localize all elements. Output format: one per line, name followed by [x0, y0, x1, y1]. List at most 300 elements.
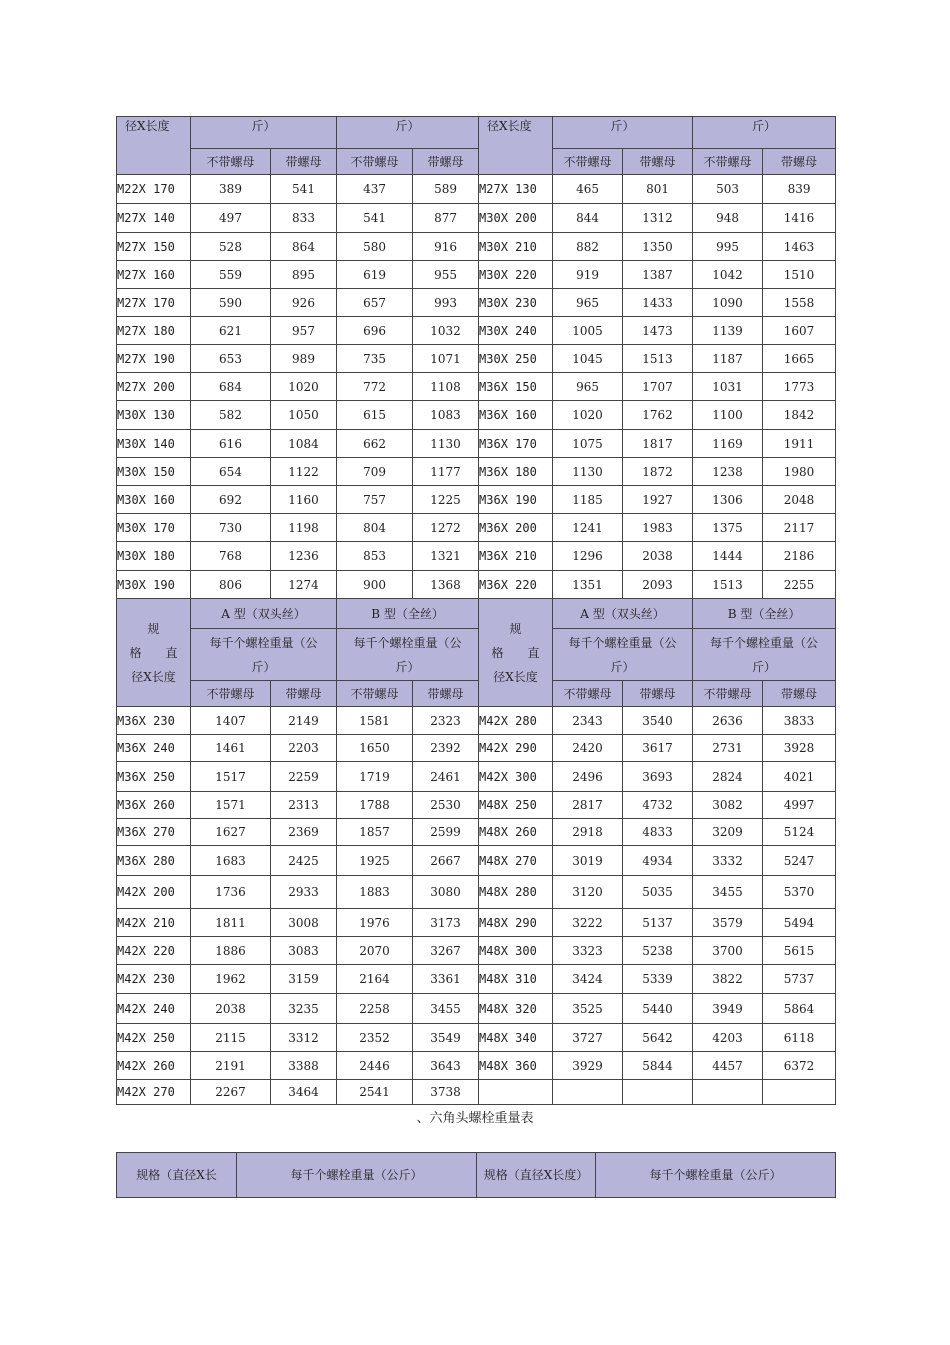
weight-header-a-mid-left [191, 629, 337, 681]
spec-cell: M30X 150 [117, 458, 191, 486]
weight-cell: 1084 [271, 430, 337, 458]
weight-header-b-mid-right [693, 629, 836, 681]
table-row [117, 458, 836, 486]
weight-line: 每千个螺栓重量（公 [353, 635, 462, 650]
spec-header-bottom-left: 规格（直径X长 [117, 1153, 237, 1198]
weight-cell: 1510 [763, 261, 836, 289]
weight-cell: 1872 [623, 458, 693, 486]
weight-cell: 662 [337, 430, 413, 458]
weight-cell: 503 [693, 175, 763, 204]
weight-cell: 1306 [693, 486, 763, 514]
weight-cell: 6372 [763, 1052, 836, 1080]
weight-cell: 497 [191, 204, 271, 233]
weight-cell: 5238 [623, 937, 693, 965]
subheader-cell: 带螺母 [413, 149, 479, 175]
weight-cell: 5124 [763, 819, 836, 846]
spec-cell: M30X 230 [479, 289, 553, 317]
table-row [117, 204, 836, 233]
subheader-cell: 不带螺母 [693, 681, 763, 707]
weight-cell: 1433 [623, 289, 693, 317]
table-row [117, 514, 836, 542]
weight-cell: 1444 [693, 542, 763, 571]
weight-cell: 804 [337, 514, 413, 542]
weight-cell: 2636 [693, 707, 763, 735]
weight-cell: 1225 [413, 486, 479, 514]
weight-cell: 1187 [693, 345, 763, 373]
spec-cell: M30X 200 [479, 204, 553, 233]
weight-cell: 926 [271, 289, 337, 317]
weight-cell: 580 [337, 233, 413, 261]
mid-header [117, 599, 836, 707]
weight-cell: 1817 [623, 430, 693, 458]
weight-cell: 1122 [271, 458, 337, 486]
spec-cell: M36X 200 [479, 514, 553, 542]
spec-cell: M36X 210 [479, 542, 553, 571]
weight-cell: 4457 [693, 1052, 763, 1080]
weight-cell: 1321 [413, 542, 479, 571]
spec-cell: M36X 240 [117, 735, 191, 762]
table-row [117, 909, 836, 937]
weight-cell: 1020 [271, 373, 337, 401]
weight-cell: 1387 [623, 261, 693, 289]
weight-cell: 957 [271, 317, 337, 345]
weight-cell: 3928 [763, 735, 836, 762]
weight-cell: 1788 [337, 792, 413, 819]
spec-cell: M36X 250 [117, 762, 191, 792]
weight-cell: 768 [191, 542, 271, 571]
weight-cell: 541 [271, 175, 337, 204]
weight-cell: 1236 [271, 542, 337, 571]
weight-cell: 1461 [191, 735, 271, 762]
spec-cell: M30X 140 [117, 430, 191, 458]
weight-cell: 1517 [191, 762, 271, 792]
weight-cell: 389 [191, 175, 271, 204]
spec-cell: M42X 290 [479, 735, 553, 762]
subheader-cell: 带螺母 [763, 681, 836, 707]
weight-cell: 1927 [623, 486, 693, 514]
weight-line: 斤） [610, 659, 635, 674]
weight-cell: 1607 [763, 317, 836, 345]
weight-cell: 4997 [763, 792, 836, 819]
weight-cell: 616 [191, 430, 271, 458]
weight-cell [763, 1080, 836, 1105]
weight-cell: 3082 [693, 792, 763, 819]
spec-cell: M42X 300 [479, 762, 553, 792]
weight-cell: 3080 [413, 876, 479, 909]
table-row [117, 289, 836, 317]
table-row [117, 1052, 836, 1080]
table-row [117, 261, 836, 289]
weight-cell: 5844 [623, 1052, 693, 1080]
spec-cell: M48X 320 [479, 994, 553, 1024]
type-a-header-left: A 型（双头丝） [191, 599, 337, 629]
spec-cell: M30X 170 [117, 514, 191, 542]
table-row [117, 994, 836, 1024]
weight-cell: 2667 [413, 846, 479, 876]
spec-cell: M48X 280 [479, 876, 553, 909]
subheader-cell: 带螺母 [623, 149, 693, 175]
spec-cell: M42X 260 [117, 1052, 191, 1080]
weight-cell: 3323 [553, 937, 623, 965]
table-row [117, 792, 836, 819]
spec-cell: M42X 210 [117, 909, 191, 937]
subheader-cell: 不带螺母 [191, 681, 271, 707]
weight-cell: 4934 [623, 846, 693, 876]
weight-cell: 919 [553, 261, 623, 289]
weight-cell: 3332 [693, 846, 763, 876]
weight-cell: 5035 [623, 876, 693, 909]
weight-cell: 900 [337, 571, 413, 599]
type-b-header-right: B 型（全丝） [693, 599, 836, 629]
weight-line: 每千个螺栓重量（公 [710, 635, 819, 650]
weight-cell: 2186 [763, 542, 836, 571]
spec-cell: M48X 260 [479, 819, 553, 846]
spec-cell: M30X 160 [117, 486, 191, 514]
weight-cell: 2461 [413, 762, 479, 792]
spec-label-line: 规 [147, 621, 160, 636]
weight-cell: 3643 [413, 1052, 479, 1080]
weight-cell: 730 [191, 514, 271, 542]
spec-cell: M27X 140 [117, 204, 191, 233]
weight-cell: 2496 [553, 762, 623, 792]
weight-cell: 1473 [623, 317, 693, 345]
weight-cell: 3267 [413, 937, 479, 965]
weight-cell: 1031 [693, 373, 763, 401]
spec-cell: M27X 150 [117, 233, 191, 261]
weight-header-a-mid-right [553, 629, 693, 681]
weight-cell: 3235 [271, 994, 337, 1024]
spec-cell: M36X 190 [479, 486, 553, 514]
weight-cell: 5440 [623, 994, 693, 1024]
weight-cell: 437 [337, 175, 413, 204]
weight-cell: 2392 [413, 735, 479, 762]
weight-cell: 3455 [693, 876, 763, 909]
table-row [117, 1024, 836, 1052]
weight-cell: 2343 [553, 707, 623, 735]
weight-cell: 3312 [271, 1024, 337, 1052]
spec-cell: M27X 170 [117, 289, 191, 317]
weight-cell: 2352 [337, 1024, 413, 1052]
table-row [117, 735, 836, 762]
top-subheader-row [117, 149, 836, 175]
weight-cell: 3693 [623, 762, 693, 792]
table-row [117, 317, 836, 345]
weight-cell: 2267 [191, 1080, 271, 1105]
spec-label-line: 格 直 [129, 645, 178, 660]
subheader-cell: 不带螺母 [191, 149, 271, 175]
spec-header-bottom-right: 规格（直径X长度） [477, 1153, 596, 1198]
weight-cell: 5615 [763, 937, 836, 965]
spec-cell: M36X 230 [117, 707, 191, 735]
weight-cell: 1980 [763, 458, 836, 486]
weight-cell: 3929 [553, 1052, 623, 1080]
weight-cell: 4203 [693, 1024, 763, 1052]
weight-cell: 3083 [271, 937, 337, 965]
weight-header-b-left: 斤） [337, 117, 479, 149]
weight-cell: 1083 [413, 401, 479, 430]
weight-cell: 2149 [271, 707, 337, 735]
spec-header-right: 径X长度 [479, 117, 553, 175]
weight-header-b-mid-left [337, 629, 479, 681]
weight-cell: 844 [553, 204, 623, 233]
weight-cell: 590 [191, 289, 271, 317]
weight-cell: 2530 [413, 792, 479, 819]
table-row [117, 486, 836, 514]
spec-cell: M30X 190 [117, 571, 191, 599]
spec-cell: M30X 180 [117, 542, 191, 571]
weight-cell: 3388 [271, 1052, 337, 1080]
weight-cell: 2117 [763, 514, 836, 542]
weight-cell: 528 [191, 233, 271, 261]
weight-cell: 965 [553, 373, 623, 401]
subheader-cell: 不带螺母 [337, 681, 413, 707]
weight-cell: 1683 [191, 846, 271, 876]
subheader-cell: 带螺母 [271, 681, 337, 707]
weight-cell: 839 [763, 175, 836, 204]
weight-header-bottom-right: 每千个螺栓重量（公斤） [596, 1153, 836, 1198]
spec-cell: M30X 220 [479, 261, 553, 289]
spec-cell: M27X 200 [117, 373, 191, 401]
weight-header-a-right: 斤） [553, 117, 693, 149]
weight-cell [623, 1080, 693, 1105]
spec-cell: M42X 280 [479, 707, 553, 735]
subheader-cell: 带螺母 [623, 681, 693, 707]
subheader-cell: 不带螺母 [337, 149, 413, 175]
weight-cell: 1707 [623, 373, 693, 401]
weight-cell: 619 [337, 261, 413, 289]
weight-line: 斤） [251, 659, 276, 674]
weight-cell: 1736 [191, 876, 271, 909]
table-row [117, 819, 836, 846]
weight-line: 每千个螺栓重量（公 [568, 635, 677, 650]
weight-cell: 2259 [271, 762, 337, 792]
weight-cell: 3019 [553, 846, 623, 876]
weight-cell: 3579 [693, 909, 763, 937]
weight-cell: 1571 [191, 792, 271, 819]
weight-cell: 2203 [271, 735, 337, 762]
table-row [117, 707, 836, 735]
spec-header-mid-right [479, 599, 553, 707]
top-header-row [117, 117, 836, 149]
weight-cell: 4021 [763, 762, 836, 792]
weight-cell: 1169 [693, 430, 763, 458]
spec-cell: M30X 130 [117, 401, 191, 430]
weight-cell: 965 [553, 289, 623, 317]
spec-cell: M36X 160 [479, 401, 553, 430]
spec-cell: M42X 220 [117, 937, 191, 965]
spec-cell: M42X 240 [117, 994, 191, 1024]
weight-cell: 3833 [763, 707, 836, 735]
weight-cell: 3173 [413, 909, 479, 937]
weight-cell: 1130 [413, 430, 479, 458]
weight-cell: 853 [337, 542, 413, 571]
weight-cell: 1139 [693, 317, 763, 345]
weight-cell: 2369 [271, 819, 337, 846]
weight-cell: 1350 [623, 233, 693, 261]
weight-cell: 2599 [413, 819, 479, 846]
spec-header-mid-left [117, 599, 191, 707]
weight-cell: 1886 [191, 937, 271, 965]
weight-cell: 3120 [553, 876, 623, 909]
weight-cell: 1238 [693, 458, 763, 486]
spec-cell: M48X 300 [479, 937, 553, 965]
bolt-weight-table [116, 116, 836, 1105]
weight-cell: 1108 [413, 373, 479, 401]
weight-cell: 3549 [413, 1024, 479, 1052]
weight-cell: 5642 [623, 1024, 693, 1052]
spec-cell: M48X 360 [479, 1052, 553, 1080]
weight-cell: 2255 [763, 571, 836, 599]
weight-cell: 2933 [271, 876, 337, 909]
weight-cell: 3222 [553, 909, 623, 937]
weight-cell [693, 1080, 763, 1105]
weight-line: 斤） [752, 659, 777, 674]
table-row [117, 965, 836, 994]
spec-cell [479, 1080, 553, 1105]
weight-cell: 1351 [553, 571, 623, 599]
spec-label-line: 格 直 [491, 645, 540, 660]
weight-cell: 3700 [693, 937, 763, 965]
spec-cell: M30X 250 [479, 345, 553, 373]
mid-weight-row [117, 629, 836, 681]
weight-cell: 735 [337, 345, 413, 373]
weight-cell: 5370 [763, 876, 836, 909]
weight-cell: 2824 [693, 762, 763, 792]
weight-cell: 1407 [191, 707, 271, 735]
weight-cell: 1274 [271, 571, 337, 599]
weight-cell: 1558 [763, 289, 836, 317]
spec-cell: M48X 270 [479, 846, 553, 876]
weight-cell: 3727 [553, 1024, 623, 1052]
weight-cell: 5339 [623, 965, 693, 994]
table-row [117, 373, 836, 401]
weight-cell: 916 [413, 233, 479, 261]
weight-cell: 696 [337, 317, 413, 345]
spec-cell: M36X 260 [117, 792, 191, 819]
spec-header-left: 径X长度 [117, 117, 191, 175]
weight-cell: 615 [337, 401, 413, 430]
weight-cell: 882 [553, 233, 623, 261]
weight-cell: 1762 [623, 401, 693, 430]
weight-cell: 3209 [693, 819, 763, 846]
weight-cell: 2541 [337, 1080, 413, 1105]
weight-cell: 1241 [553, 514, 623, 542]
weight-cell: 2918 [553, 819, 623, 846]
weight-cell: 2115 [191, 1024, 271, 1052]
spec-cell: M48X 250 [479, 792, 553, 819]
weight-cell: 5494 [763, 909, 836, 937]
table-caption: 、六角头螺栓重量表 [416, 1111, 534, 1126]
spec-cell: M48X 310 [479, 965, 553, 994]
weight-cell: 1185 [553, 486, 623, 514]
spec-cell: M36X 220 [479, 571, 553, 599]
weight-cell: 2070 [337, 937, 413, 965]
spec-cell: M27X 190 [117, 345, 191, 373]
spec-label-line: 规 [509, 621, 522, 636]
subheader-cell: 带螺母 [413, 681, 479, 707]
table-body [117, 117, 836, 175]
weight-cell: 3525 [553, 994, 623, 1024]
weight-cell: 833 [271, 204, 337, 233]
weight-cell: 806 [191, 571, 271, 599]
spec-label-line: 径X长度 [493, 669, 538, 684]
weight-cell: 1296 [553, 542, 623, 571]
weight-cell: 1071 [413, 345, 479, 373]
weight-cell: 2731 [693, 735, 763, 762]
weight-cell: 895 [271, 261, 337, 289]
weight-cell: 541 [337, 204, 413, 233]
type-b-header-left: B 型（全丝） [337, 599, 479, 629]
weight-cell: 654 [191, 458, 271, 486]
weight-cell: 1090 [693, 289, 763, 317]
weight-cell: 1650 [337, 735, 413, 762]
spec-cell: M42X 270 [117, 1080, 191, 1105]
weight-cell: 2191 [191, 1052, 271, 1080]
weight-cell: 1925 [337, 846, 413, 876]
weight-cell: 3738 [413, 1080, 479, 1105]
type-a-header-right: A 型（双头丝） [553, 599, 693, 629]
spec-cell: M36X 270 [117, 819, 191, 846]
table-row [117, 401, 836, 430]
weight-cell: 2048 [763, 486, 836, 514]
weight-cell: 684 [191, 373, 271, 401]
weight-line: 每千个螺栓重量（公 [209, 635, 318, 650]
weight-cell: 1198 [271, 514, 337, 542]
weight-cell: 1911 [763, 430, 836, 458]
weight-cell: 465 [553, 175, 623, 204]
weight-cell: 582 [191, 401, 271, 430]
weight-cell: 3361 [413, 965, 479, 994]
weight-cell: 709 [337, 458, 413, 486]
weight-cell: 3540 [623, 707, 693, 735]
weight-cell: 5247 [763, 846, 836, 876]
spec-cell: M42X 250 [117, 1024, 191, 1052]
spec-label-line: 径X长度 [131, 669, 176, 684]
weight-cell: 1811 [191, 909, 271, 937]
spec-cell: M48X 290 [479, 909, 553, 937]
spec-cell: M42X 230 [117, 965, 191, 994]
weight-cell: 653 [191, 345, 271, 373]
weight-cell: 1272 [413, 514, 479, 542]
weight-cell: 1665 [763, 345, 836, 373]
weight-cell: 1050 [271, 401, 337, 430]
weight-cell: 1177 [413, 458, 479, 486]
weight-cell: 2038 [623, 542, 693, 571]
weight-cell: 3455 [413, 994, 479, 1024]
weight-cell: 3159 [271, 965, 337, 994]
weight-cell: 4833 [623, 819, 693, 846]
table-row [117, 846, 836, 876]
weight-cell: 5137 [623, 909, 693, 937]
weight-cell: 559 [191, 261, 271, 289]
weight-cell: 621 [191, 317, 271, 345]
weight-cell: 1581 [337, 707, 413, 735]
weight-cell: 1463 [763, 233, 836, 261]
weight-cell: 2420 [553, 735, 623, 762]
table-row [117, 762, 836, 792]
weight-cell: 3822 [693, 965, 763, 994]
weight-cell: 3008 [271, 909, 337, 937]
weight-cell: 1883 [337, 876, 413, 909]
weight-cell: 995 [693, 233, 763, 261]
weight-cell: 772 [337, 373, 413, 401]
weight-cell: 757 [337, 486, 413, 514]
weight-header-a-left: 斤） [191, 117, 337, 149]
spec-cell: M48X 340 [479, 1024, 553, 1052]
spec-cell: M22X 170 [117, 175, 191, 204]
table-row [117, 345, 836, 373]
weight-cell: 1368 [413, 571, 479, 599]
